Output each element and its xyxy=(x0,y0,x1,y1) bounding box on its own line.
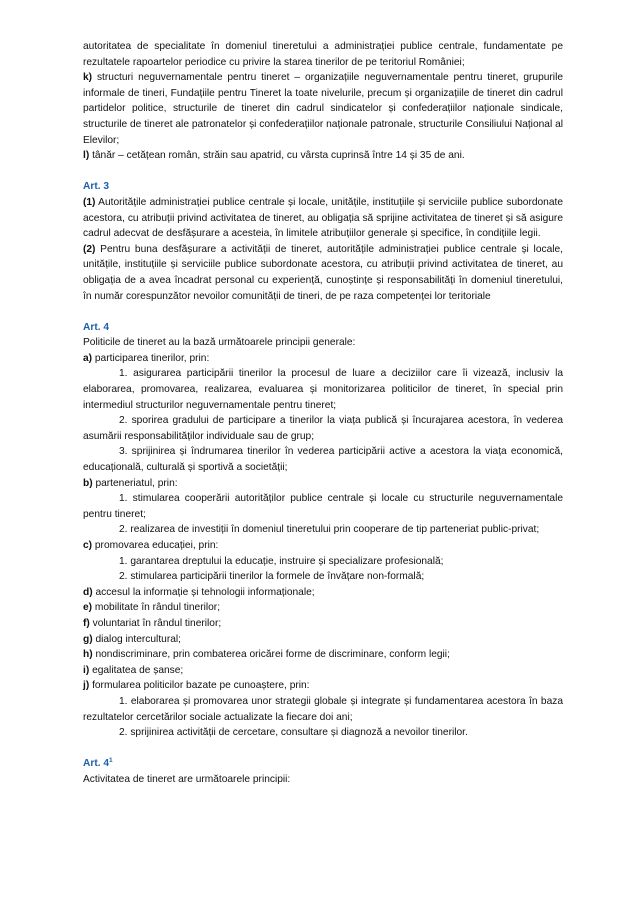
article-4-1-superscript: 1 xyxy=(109,757,113,765)
principle-a xyxy=(83,351,563,367)
principle-b-text: parteneriatul, prin: xyxy=(92,477,178,489)
principle-a-label: a) xyxy=(83,352,93,364)
definition-k-text: structuri neguvernamentale pentru tineret – organizațiile neguvernamentale pentru tineret, grupurile informale de tineri, Fundațiile pentru Tineret la toate nivelurile, precum și organizațiile de tineret din cadrul partidelor politice, structurile de tineret din cadrul sindicatelor și confederațiilor naționale sindicale, structurile de tineret ale patronatelor și confederațiilor naționale patronale, structurile Consiliului Național al Elevilor; xyxy=(83,72,563,146)
principle-j xyxy=(83,678,563,694)
principle-c-label: c) xyxy=(83,540,93,551)
principle-a-text: participarea tinerilor, prin: xyxy=(92,352,210,364)
principle-a-item-3: 3. sprijinirea și îndrumarea tinerilor în vederea participării active a acestora la viața economică, educațională, culturală și sportivă a societății; xyxy=(83,446,563,474)
principle-d-label: d) xyxy=(83,586,93,598)
principle-e-label: e) xyxy=(83,602,93,614)
document-page xyxy=(83,39,563,788)
article-3-paragraph-2 xyxy=(83,242,563,304)
principle-g xyxy=(83,632,563,648)
principle-d xyxy=(83,585,563,601)
principle-c-item-2: 2. stimularea participării tinerilor la formele de învățare non-formală; xyxy=(119,571,425,583)
principle-a-item-1: 1. asigurarea participării tinerilor la procesul de luare a deciziilor care îi vizează, inclusiv la elaborarea, promovarea, realizarea, evaluarea și monitorizarea politicilor de tineret, în special prin intermediul structurilor neguvernamentale pentru tineret; xyxy=(83,368,563,411)
principle-c xyxy=(83,538,563,554)
principle-e xyxy=(83,600,563,616)
principle-j-text: formularea politicilor bazate pe cunoaștere, prin: xyxy=(89,680,310,692)
article-3-paragraph-2-text: Pentru buna desfășurare a activității de tineret, autoritățile administrației publice centrale și locale, unitățile, instituțiile și serviciile publice subordonate acestora, cu atribuții privind activitatea de tineret, au obligația de a avea încadrat personal cu experiență, cunoștințe și responsabilități în domeniul tineretului, în număr corespunzător nevoilor comunității de tineri, de pe raza competenței lor teritoriale xyxy=(83,243,563,302)
principle-i xyxy=(83,663,563,679)
spacer xyxy=(83,741,563,757)
principle-a-item-2: 2. sporirea gradului de participare a tinerilor la viața publică și încurajarea acestora, în vederea asumării responsabilităților individuale sau de grup; xyxy=(83,415,563,442)
principle-h-label: h) xyxy=(83,649,93,661)
principle-b-item-1: 1. stimularea cooperării autorităților publice centrale și locale cu structurile neguvernamentale pentru tineret; xyxy=(83,493,563,520)
principle-c-text: promovarea educației, prin: xyxy=(92,540,219,551)
principle-c-item-1: 1. garantarea dreptului la educație, instruire și specializare profesională; xyxy=(119,555,444,567)
principle-j-item-2: 2. sprijinirea activității de cercetare, consultare și diagnoză a nevoilor tinerilor. xyxy=(119,727,468,739)
definition-l-label: l) xyxy=(83,150,90,162)
definition-l-text: tânăr – cetățean român, străin sau apatrid, cu vârsta cuprinsă între 14 și 35 de ani. xyxy=(89,150,465,162)
spacer xyxy=(83,304,563,320)
principle-f xyxy=(83,616,563,632)
article-3-paragraph-1-label: (1) xyxy=(83,196,96,208)
principle-i-label: i) xyxy=(83,664,90,676)
principle-j-label: j) xyxy=(83,680,90,692)
principle-h xyxy=(83,647,563,663)
principle-d-text: accesul la informație și tehnologii informaționale; xyxy=(92,586,315,598)
principle-e-text: mobilitate în rândul tinerilor; xyxy=(92,602,221,614)
definition-k-label: k) xyxy=(83,72,93,84)
article-3-heading: Art. 3 xyxy=(83,181,110,193)
spacer xyxy=(83,164,563,180)
article-4-1-heading-text: Art. 4 xyxy=(83,758,110,770)
principle-h-text: nondiscriminare, prin combaterea oricărei forme de discriminare, conform legii; xyxy=(92,649,450,661)
principle-i-text: egalitatea de șanse; xyxy=(89,664,184,676)
article-3-paragraph-2-label: (2) xyxy=(83,243,96,255)
principle-g-label: g) xyxy=(83,633,93,645)
article-4-heading: Art. 4 xyxy=(83,321,110,333)
principle-b-item-2: 2. realizarea de investiții în domeniul tineretului prin cooperare de tip parteneriat public-privat; xyxy=(119,524,540,536)
article-3-paragraph-1-text: Autoritățile administrației publice centrale și locale, unitățile, instituțiile și serviciile publice subordonate acestora, cu atribuții privind activitatea de tineret, au obligația să sprijine activitatea de tineret și să asigure cadrul adecvat de desfășurare a acesteia, în limitele atribuțiilor generale și specifice, în condițiile legii. xyxy=(83,196,563,240)
principle-g-text: dialog intercultural; xyxy=(92,633,181,645)
intro-paragraph-j-continuation xyxy=(83,39,563,70)
article-4-1-intro: Activitatea de tineret are următoarele principii: xyxy=(83,773,291,785)
intro-text: autoritatea de specialitate în domeniul tineretului a administrației publice centrale, fundamentate pe rezultatele rapoartelor periodice cu privire la starea tinerilor de pe teritoriul României; xyxy=(83,41,563,68)
article-3-paragraph-1 xyxy=(83,195,563,242)
principle-f-text: voluntariat în rândul tinerilor; xyxy=(89,617,222,629)
definition-l xyxy=(83,148,563,164)
principle-f-label: f) xyxy=(83,617,90,629)
principle-j-item-1: 1. elaborarea și promovarea unor strategii globale și integrate și fundamentarea acestora în baza rezultatelor cercetărilor sociale actualizate la fiecare doi ani; xyxy=(83,695,563,723)
article-4-intro: Politicile de tineret au la bază următoarele principii generale: xyxy=(83,337,356,349)
article-4-1-heading xyxy=(83,756,563,772)
principle-b xyxy=(83,476,563,492)
definition-k xyxy=(83,70,563,148)
principle-b-label: b) xyxy=(83,477,93,489)
